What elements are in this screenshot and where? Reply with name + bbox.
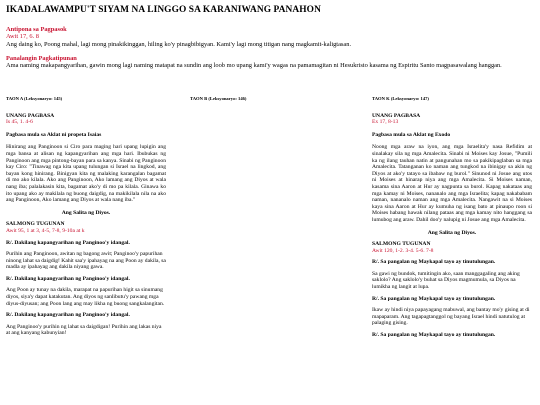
reading-source: Pagbasa mula sa Aklat ng Exodo	[372, 131, 451, 138]
psalm-verse: Purihin ang Panginoon, awitan ng bagong awit; Panginoo'y papurihan ninong lahat sa daigdig! Kahit saa'y ipahayag na ang Poon ay dakila, sa madla ay ipahayag ang dakila niyang gawa.	[6, 251, 166, 271]
reading-heading: UNANG PAGBASA	[6, 112, 55, 119]
psalm-response: R/. Sa pangalan ng Maykapal tayo ay tinutulungan.	[372, 259, 496, 266]
tag-label: TAON A	[6, 96, 23, 101]
tag-label: TAON K	[372, 96, 390, 101]
psalm-response: R/. Sa pangalan ng Maykapal tayo ay tinutulungan.	[372, 295, 496, 302]
panalangin-text: Ama naming makapangyarihan, gawin mong lagi naming matapat na sundin ang loob mo upang kami'y wagas na pamamagitan ni Hesukristo kasama ng Espiritu Santo magpasawalang hanggan.	[6, 62, 502, 70]
reading-body: Hinirang ang Panginoon si Ciro para maging hari upang lupigin ang mga bansa at alisan ng kapangyarihan ang mga hari. Ibubukas ng Panginoon ang mga pintong-bayan para sa kanya. Sinabi ng Panginoon kay Ciro: "Tinawag nga kita upang tulungan si Israel na lingkod, ang bayan kong hinirang. Binigyan kita ng malaking karangalan bagamat di mo ako kilala. Ako ang Panginoon, Ako lamang ang Diyos at wala nang iba; palalakasin kita, bagamat ako'y di mo pa kilala. Ginawa ko ito upang ako ay makilala ng buong daigdig, na makikilala nila na ako ang Panginoon, Ako lamang ang Diyos at wala nang iba."	[6, 144, 166, 204]
page-title: IKADALAWAMPU'T SIYAM NA LINGGO SA KARANIWANG PANAHON	[6, 5, 321, 15]
leksyonaryo-ref: (Leksyonaryo: 146)	[208, 96, 247, 101]
psalm-response: R/. Dakilang kapangyarihan ng Panginoo'y idangal.	[6, 239, 130, 246]
column-taon-a	[6, 96, 166, 337]
reading-ref: Is 45, 1. 4-6	[6, 119, 33, 126]
reading-closing: Ang Salita ng Diyos.	[61, 209, 111, 216]
leksyonaryo-ref: (Leksyonaryo: 145)	[24, 96, 63, 101]
psalm-ref: Awit 95, 1 at 3, 4-5, 7-8, 9-10a at k	[6, 227, 85, 234]
panalangin-heading: Panalangin Pagkatipunan	[6, 55, 77, 62]
reading-body: Noong mga araw na iyon, ang mga Israelita'y nasa Refidim at sinalakay sila ng mga Amalecita. Sinabi ni Moises kay Josue, "Pumili ka ng ilang tauhan natin at pangunahan mo sa pakikipaglaban sa mga Amalecita. Tatanganan ko naman ang tungkod na ibinigay sa akin ng Diyos at ako'y tatayo sa ibabaw ng burol." Sinunod ni Josue ang utos ni Moises at hinarap niya ang mga Amalecita. Si Moises naman, kasama sina Aaron at Hur ay nagpunta sa burol. Kapag nakataas ang mga kamay ni Moises, nananalo ang mga Israelita; kapag nakababam naman, nananalo naman ang mga Amalecita. Nangawit na si Moises kaya sina Aaron at Hur ay kumuha ng isang bato at pinaupo roon si Moises habang hawak nilang pataas ang mga kamay nito hanggang sa lumubog ang araw. Dahil doo'y nalupig ni Josue ang mga Amalecita.	[372, 144, 532, 223]
column-taon-b	[190, 96, 350, 103]
antipona-section	[6, 26, 351, 48]
reading-closing: Ang Salita ng Diyos.	[427, 229, 477, 236]
psalm-verse: Ang Poon ay tunay na dakila, marapat na papurihan higit sa sinumang diyos, siya'y dapat katakutan. Ang diyos ng sanlibutu'y pawang mga diyus-diyusan; ang Poon lang ang may likha ng buong sangkalangitan.	[6, 287, 165, 307]
column-taon-k	[372, 96, 532, 339]
tag-label: TAON B	[190, 96, 208, 101]
psalm-response: R/. Dakilang kapangyarihan ng Panginoo'y idangal.	[6, 275, 130, 282]
antipona-heading: Antipona sa Pagpasok	[6, 26, 67, 33]
psalm-heading: SALMONG TUGUNAN	[6, 221, 65, 228]
psalm-verse: Ikaw ay hindi niya papayagang mabuwal, ang bantay mo'y gising at di mapaparam. Ang tagapagtanggol ng bayang Israel hindi natutulog at palaging gising.	[372, 307, 530, 327]
leksyonaryo-ref: (Leksyonaryo: 147)	[390, 96, 429, 101]
reading-ref: Ex 17, 8-13	[372, 119, 399, 126]
psalm-verse: Ang Panginoo'y purihin ng lahat sa daigdigan! Purihin ang lakas niya at ang kanyang kabunyian!	[6, 323, 162, 337]
reading-heading: UNANG PAGBASA	[372, 112, 421, 119]
psalm-response: R/. Dakilang kapangyarihan ng Panginoo'y idangal.	[6, 312, 130, 319]
reading-source: Pagbasa mula sa Aklat ni propeta Isaias	[6, 131, 102, 138]
panalangin-section	[6, 55, 531, 70]
psalm-ref: Awit 120, 1-2. 3-4. 5-6. 7-8	[372, 247, 434, 254]
psalm-heading: SALMONG TUGUNAN	[372, 241, 431, 248]
antipona-text: Ang daing ko, Poong mahal, lagi mong pinakikinggan, hiling ko'y pinagbibigyan. Kami'y lagi mong titigan nang magkamit-kaligtasan.	[6, 40, 352, 48]
antipona-ref: Awit 17, 6. 8	[6, 33, 39, 41]
psalm-verse: Sa gawi ng bundok, tumitingin ako, saan manggagaling ang aking saklolo? Ang saklolo'y buhat sa Diyos magmumula, sa Diyos na lumikha ng langit at lupa.	[372, 270, 520, 291]
psalm-response: R/. Sa pangalan ng Maykapal tayo ay tinutulungan.	[372, 332, 496, 339]
